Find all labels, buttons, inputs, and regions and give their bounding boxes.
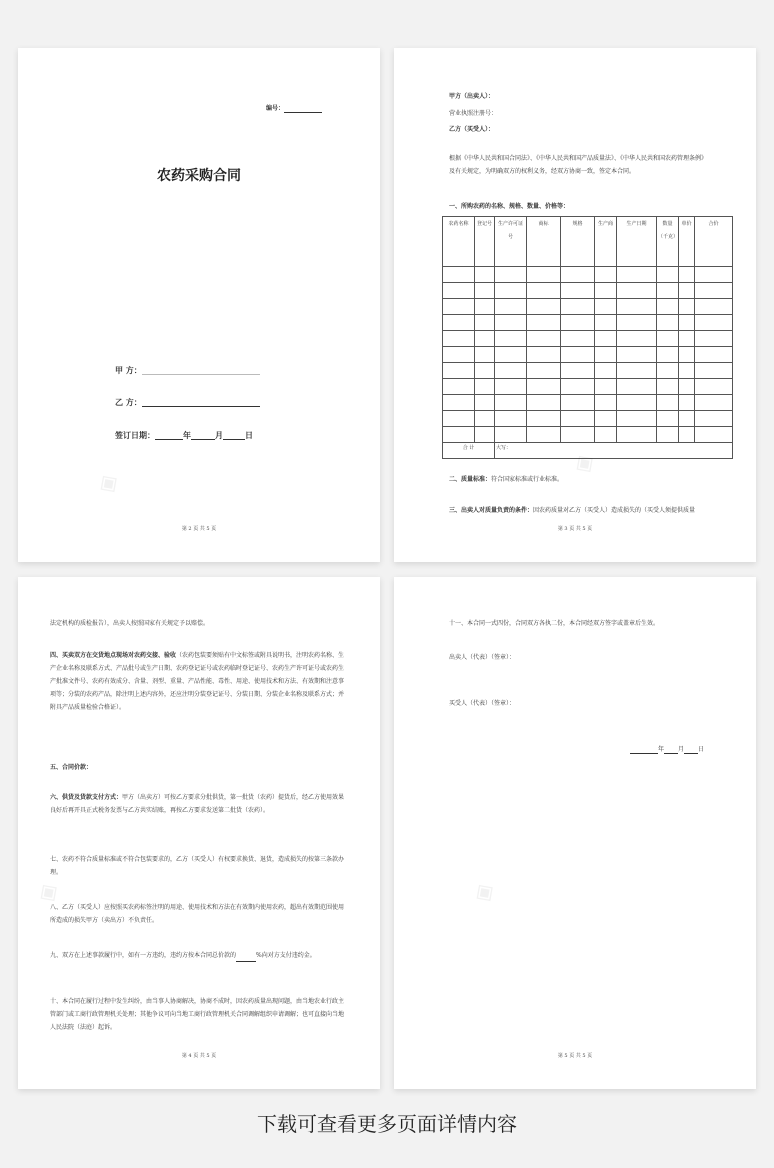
table-body: [443, 267, 733, 443]
party-b-blank: [142, 399, 260, 407]
capital-label: 大写：: [495, 443, 733, 459]
party-a-label: 甲 方：: [115, 365, 142, 375]
serial-number-field: [266, 104, 322, 113]
section-9-text-a: 九、双方在上述事款履行中，如有一方违约，违约方按本合同总价款的: [50, 952, 237, 959]
table-cell: [657, 267, 679, 283]
watermark: ◈: [91, 464, 125, 502]
table-cell: [617, 267, 657, 283]
section-6-title: 六、供货及货款支付方式：: [50, 794, 123, 801]
table-cell: [475, 427, 495, 443]
table-cell: [561, 347, 595, 363]
seller-signature: 出卖人（代表）（签章）：: [449, 654, 516, 661]
table-cell: [561, 379, 595, 395]
intro-paragraph: 根据《中华人民共和国合同法》、《中华人民共和国产品质量法》、《中华人民共和国农药管理条例》及有关规定，为明确双方的权利义务，经双方协商一致，签定本合同。: [449, 155, 705, 175]
table-cell: [657, 427, 679, 443]
col-header: 合价: [695, 217, 733, 267]
section-4-title: 四、买卖双方在交货地点现场对农药交接、验收: [50, 652, 177, 659]
table-cell: [527, 363, 561, 379]
table-cell: [561, 267, 595, 283]
col-header: 数量（千克）: [657, 217, 679, 267]
table-cell: [495, 347, 527, 363]
table-row: [443, 267, 733, 283]
table-cell: [595, 299, 617, 315]
section-5: 五、合同价款：: [50, 764, 93, 771]
table-cell: [527, 411, 561, 427]
table-cell: [443, 411, 475, 427]
table-cell: [561, 283, 595, 299]
table-cell: [657, 379, 679, 395]
table-cell: [475, 411, 495, 427]
table-row: [443, 363, 733, 379]
section-2-line: [449, 475, 563, 484]
table-cell: [617, 315, 657, 331]
table-cell: [527, 379, 561, 395]
table-cell: [495, 315, 527, 331]
total-label: 合 计: [443, 443, 495, 459]
year-blank: [630, 746, 658, 754]
table-cell: [475, 283, 495, 299]
table-cell: [443, 299, 475, 315]
table-cell: [495, 411, 527, 427]
serial-blank: [284, 105, 322, 113]
table-cell: [617, 427, 657, 443]
table-cell: [595, 283, 617, 299]
table-cell: [679, 411, 695, 427]
table-cell: [617, 283, 657, 299]
table-cell: [495, 331, 527, 347]
table-cell: [679, 267, 695, 283]
table-cell: [443, 283, 475, 299]
month-label: 月: [215, 430, 223, 440]
table-cell: [443, 331, 475, 347]
section-2-text: 符合国家标准或行业标准。: [491, 476, 564, 483]
table-cell: [679, 283, 695, 299]
section-4: [50, 649, 348, 714]
table-cell: [475, 299, 495, 315]
table-cell: [475, 395, 495, 411]
buyer-line: 乙方（买受人）：: [449, 126, 495, 133]
table-cell: [617, 347, 657, 363]
table-cell: [679, 363, 695, 379]
month-label: 月: [678, 746, 685, 753]
table-cell: [443, 363, 475, 379]
year-label: 年: [658, 746, 665, 753]
table-cell: [495, 267, 527, 283]
month-blank: [664, 746, 678, 754]
table-cell: [657, 363, 679, 379]
table-cell: [695, 347, 733, 363]
table-cell: [475, 363, 495, 379]
table-cell: [475, 267, 495, 283]
section-2-title: 二、质量标准：: [449, 476, 492, 483]
table-cell: [679, 331, 695, 347]
table-row: [443, 315, 733, 331]
table-cell: [443, 395, 475, 411]
table-cell: [695, 283, 733, 299]
table-cell: [695, 379, 733, 395]
table-cell: [595, 411, 617, 427]
table-cell: [561, 331, 595, 347]
section-8: 八、乙方（买受人）应按照买农药标签注明的用途、使用技术和方法在有效期内使用农药，超出有效期范围使用所造成的损失甲方（卖出方）不负责任。: [50, 904, 345, 924]
table-cell: [475, 315, 495, 331]
day-blank: [223, 432, 245, 440]
document-title: 农药采购合同: [157, 168, 241, 184]
seller-line: 甲方（出卖人）：: [449, 93, 495, 100]
col-header: 农药名称: [443, 217, 475, 267]
year-blank: [155, 432, 183, 440]
col-header: 商标: [527, 217, 561, 267]
watermark: ◈: [31, 873, 65, 911]
contract-page-2: [394, 48, 756, 562]
serial-label: 编号：: [266, 105, 285, 112]
table-cell: [695, 427, 733, 443]
table-cell: [475, 331, 495, 347]
table-cell: [679, 347, 695, 363]
table-cell: [679, 299, 695, 315]
table-row: [443, 331, 733, 347]
table-cell: [443, 379, 475, 395]
sign-date-line: [115, 431, 253, 440]
section-10: 十、本合同在履行过程中发生纠纷，由当事人协商解决，协商不成时，因农药质量出现问题，由当地农业行政主管部门或工商行政管理机关处理；其他争议可向当地工商行政管理机关合同调解组织申请调解；也可直接向当地人民法院（法庭）起诉。: [50, 998, 345, 1031]
table-cell: [561, 299, 595, 315]
col-header: 规格: [561, 217, 595, 267]
table-cell: [443, 427, 475, 443]
watermark: ◈: [467, 873, 501, 911]
table-cell: [595, 331, 617, 347]
col-header: 单价: [679, 217, 695, 267]
table-row: [443, 379, 733, 395]
table-cell: [679, 427, 695, 443]
table-cell: [561, 427, 595, 443]
table-cell: [595, 427, 617, 443]
table-row: [443, 395, 733, 411]
table-cell: [443, 315, 475, 331]
goods-table: [442, 216, 733, 459]
table-cell: [695, 363, 733, 379]
table-row: [443, 283, 733, 299]
party-b-label: 乙 方：: [115, 397, 142, 407]
contract-page-cover: [18, 48, 380, 562]
sign-date: [630, 745, 704, 754]
table-cell: [617, 379, 657, 395]
col-header: 生产许可证号: [495, 217, 527, 267]
table-cell: [527, 267, 561, 283]
paragraph-continued: 法定机构的质检报告），出卖人按照国家有关规定予以赔偿。: [50, 620, 210, 627]
table-cell: [695, 267, 733, 283]
table-cell: [443, 267, 475, 283]
table-cell: [475, 347, 495, 363]
table-cell: [475, 379, 495, 395]
table-cell: [695, 331, 733, 347]
section-3-text: 因农药质量对乙方（买受人）造成损失的（买受人须提供质量: [533, 507, 696, 514]
table-cell: [595, 363, 617, 379]
table-cell: [617, 331, 657, 347]
day-blank: [684, 746, 698, 754]
party-a-blank: [142, 367, 260, 375]
table-header-row: [443, 217, 733, 267]
table-cell: [495, 395, 527, 411]
table-cell: [695, 299, 733, 315]
day-label: 日: [245, 430, 253, 440]
section-3-line: [449, 506, 695, 515]
table-cell: [657, 395, 679, 411]
table-cell: [679, 395, 695, 411]
page-footer: 第 4 页 共 5 页: [181, 1053, 217, 1059]
section-11: 十一、本合同一式四份，合同双方各执二份，本合同经双方签字或盖章后生效。: [449, 620, 660, 627]
table-cell: [657, 283, 679, 299]
table-row: [443, 299, 733, 315]
table-cell: [657, 331, 679, 347]
section-7: 七、农药不符合质量标准或不符合包装要求的，乙方（买受人）有权要求换货、退货，造成损失的按第三条款办理。: [50, 856, 345, 876]
penalty-blank: [236, 954, 256, 962]
table-cell: [527, 315, 561, 331]
license-line: 营业执照注册号：: [449, 110, 498, 117]
table-cell: [527, 299, 561, 315]
table-cell: [679, 379, 695, 395]
table-cell: [495, 427, 527, 443]
section-6: [50, 791, 348, 817]
table-cell: [561, 395, 595, 411]
table-cell: [617, 299, 657, 315]
section-9-text-b: %向对方支付违约金。: [256, 952, 316, 959]
table-cell: [527, 283, 561, 299]
section-1-title: 一、所购农药的名称、规格、数量、价格等：: [449, 203, 570, 210]
table-cell: [495, 283, 527, 299]
sign-date-label: 签订日期：: [115, 430, 155, 440]
table-cell: [657, 315, 679, 331]
page-footer: 第 3 页 共 5 页: [557, 526, 593, 532]
section-3-title: 三、出卖人对质量负责的条件：: [449, 507, 534, 514]
party-b-line: [115, 398, 260, 407]
table-cell: [561, 315, 595, 331]
table-cell: [695, 395, 733, 411]
table-cell: [657, 411, 679, 427]
table-cell: [679, 315, 695, 331]
table-cell: [595, 379, 617, 395]
page-footer: 第 5 页 共 5 页: [557, 1053, 593, 1059]
table-cell: [695, 315, 733, 331]
col-header: 生产日期: [617, 217, 657, 267]
section-4-text: （农药包装要须贴有中文标签或附具说明书，注明农药名称、生产企业名称及联系方式、产品批号或生产日期、农药登记证号或农药临时登记证号、农药生产许可证号或农药生产批准文件号、农药有效成分、含量、剂型、重量、产品性能、毒性、用途、使用技术和方法、有效期和注意事项等；分装的农药产品，除注明上述内容外，还应注明分装登记证号、分装日期、分装企业名称及联系方式；并附具产品质量检验合格证）。: [50, 652, 345, 711]
table-cell: [657, 347, 679, 363]
table-cell: [527, 347, 561, 363]
table-cell: [617, 363, 657, 379]
table-cell: [595, 267, 617, 283]
table-cell: [443, 347, 475, 363]
table-row: [443, 427, 733, 443]
table-cell: [561, 411, 595, 427]
table-cell: [527, 427, 561, 443]
table-cell: [527, 395, 561, 411]
year-label: 年: [183, 430, 191, 440]
table-cell: [495, 299, 527, 315]
party-a-line: [115, 366, 260, 375]
contract-page-4: [394, 577, 756, 1089]
table-row: [443, 411, 733, 427]
section-6-text: 甲方（出卖方）可按乙方要求分批供货，第一批货（农药）提货后，经乙方使用效果良好后再开具正式税务发票与乙方共实结账，再按乙方要求发送第二批货（农药）。: [50, 794, 345, 814]
table-cell: [495, 363, 527, 379]
watermark: ◈: [567, 444, 601, 482]
contract-page-3: [18, 577, 380, 1089]
day-label: 日: [698, 746, 705, 753]
table-cell: [495, 379, 527, 395]
table-row: [443, 347, 733, 363]
table-cell: [657, 299, 679, 315]
month-blank: [191, 432, 215, 440]
col-header: 登记号: [475, 217, 495, 267]
download-caption: 下载可查看更多页面详情内容: [257, 1112, 517, 1136]
page-footer: 第 2 页 共 5 页: [181, 526, 217, 532]
col-header: 生产商: [595, 217, 617, 267]
table-cell: [561, 363, 595, 379]
table-cell: [617, 411, 657, 427]
table-cell: [527, 331, 561, 347]
buyer-signature: 买受人（代表）（签章）：: [449, 700, 516, 707]
table-cell: [595, 395, 617, 411]
table-cell: [595, 347, 617, 363]
section-9: [50, 949, 348, 962]
table-cell: [617, 395, 657, 411]
table-cell: [595, 315, 617, 331]
table-cell: [695, 411, 733, 427]
